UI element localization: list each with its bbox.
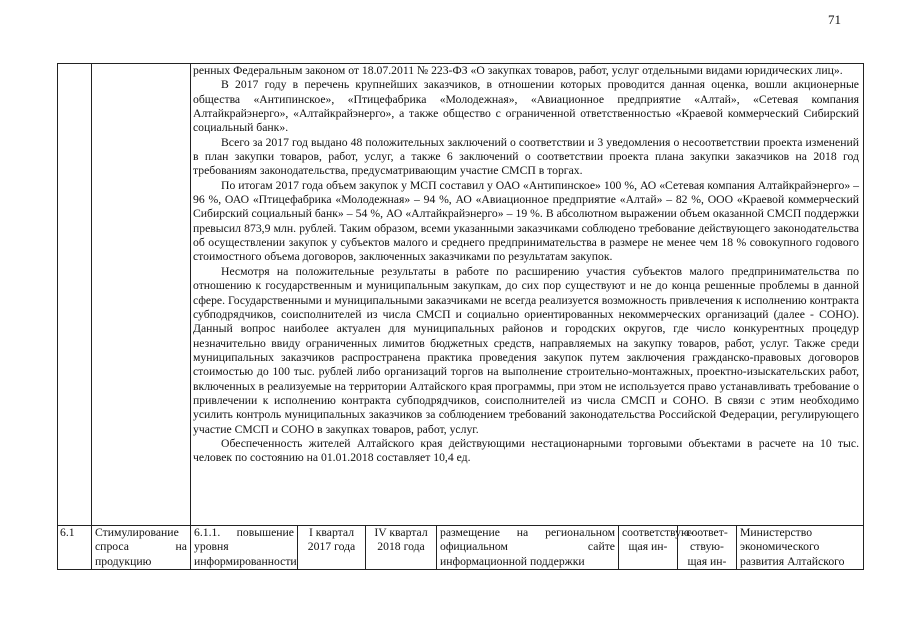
cell-target-period: IV квартал 2018 года: [365, 526, 436, 570]
paragraph: Всего за 2017 год выдано 48 положительных заключений о соответствии и 3 уведомления о несоответствии проекта изменений в план закупки товаров, работ, услуг, а также 6 заключений о соответствии проекта плана закупки заказчиков на 2018 год требованиям законодательства, предусматривающим участие СМСП в торгах.: [193, 135, 859, 178]
cell-number: 6.1: [60, 526, 75, 539]
cell-column-7: соответствую-щая ин-: [618, 526, 677, 570]
cell-measure: размещение на региональном официальном сайте информационной поддержки: [436, 526, 618, 570]
cell-column-8: соответ-ствую-щая ин-: [677, 526, 736, 570]
column-divider: [91, 63, 92, 570]
paragraph: ренных Федеральным законом от 18.07.2011 № 223-ФЗ «О закупках товаров, работ, услуг отдельными видами юридических лиц».: [193, 64, 843, 77]
paragraph: Несмотря на положительные результаты в работе по расширению участия субъектов малого предпринимательства по отношению к государственным и муниципальным закупкам, до сих пор существуют и не до конца решенные проблемы в данной сфере. Государственными и муниципальными заказчиками не всегда реализуется возможность привлечения к исполнению контракта субподрядчиков, соисполнителей из числа СМСП и социально ориентированных некоммерческих организаций (далее - СОНО). Данный вопрос наиболее актуален для муниципальных районов и городских округов, где число конкурентных процедур незначительно ввиду ограниченных лимитов бюджетных средств, направляемых на закупку товаров, работ, услуг. Также среди муниципальных заказчиков распространена практика проведения закупок путем заключения гражданско-правовых договоров стоимостью до 100 тыс. рублей либо организаций торгов на выполнение строительно-монтажных, проектно-изыскательских работ, включенных в реализуемые на территории Алтайского края программы, при этом не используется право устанавливать требование о привлечении к исполнению контракта субподрядчиков, соисполнителей из числа СМСП и СОНО. В связи с этим необходимо усилить контроль муниципальных заказчиков за соблюдением требований законодательства Российской Федерации, регулирующего участие СМСП и СОНО в закупках товаров, работ, услуг.: [193, 264, 859, 436]
cell-base-period: I квартал 2017 года: [297, 526, 365, 570]
column-divider: [190, 63, 191, 570]
paragraph: В 2017 году в перечень крупнейших заказчиков, в отношении которых проводится данная оценка, вошли акционерные общества «Антипинское», «Птицефабрика «Молодежная», «Авиационное предприятие «Алтай», «Сетевая компания Алтайкрайэнерго», «Алтайкрайэнерго», а также общество с ограниченной ответственностью «Краевой коммерческий Сибирский социальный банк».: [193, 78, 859, 135]
page-number: 71: [828, 12, 841, 27]
cell-task: Стимулирование спроса на продукцию: [91, 526, 190, 570]
paragraph: По итогам 2017 года объем закупок у МСП составил у ОАО «Антипинское» 100 %, АО «Сетевая компания Алтайкрайэнерго» – 96 %, ОАО «Птицефабрика «Молодежная» – 94 %, АО «Авиационное предприятие «Алтай» – 82 %, ООО «Краевой коммерческий Сибирский социальный банк» – 54 %, АО «Алтайкрайэнерго» – 19 %. В абсолютном выражении объем оказанной СМСП поддержки превысил 873,9 млн. рублей. Таким образом, всеми указанными заказчиками соблюдено требование действующего законодательства об осуществлении закупок у субъектов малого и среднего предпринимательства в размере не менее чем 18 % совокупного годового стоимостного объема договоров, заключенных заказчиками по результатам закупок.: [193, 178, 859, 264]
paragraph: Обеспеченность жителей Алтайского края действующими нестационарными торговыми объектами в расчете на 10 тыс. человек по состоянию на 01.01.2018 составляет 10,4 ед.: [193, 436, 859, 465]
cell-indicator: 6.1.1. повышение уровня информированности: [190, 526, 297, 570]
cell-responsible: Министерство экономического развития Алтайского: [736, 526, 864, 570]
merged-text-cell: [193, 64, 859, 466]
